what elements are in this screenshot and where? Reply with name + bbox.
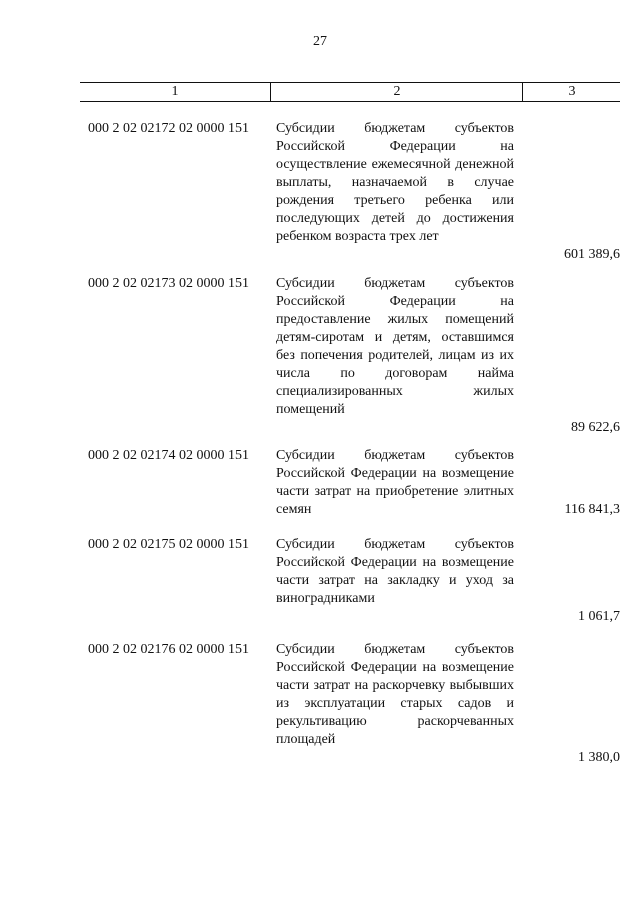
row-description: Субсидии бюджетам субъектов Российской Федерации на предоставление жилых помещений детям-сиротам и детям, оставшимся без попечения родителей, лицам из их числа по договорам найма специализированных жилых помещений [276,276,514,417]
row-amount: 1 380,0 [578,750,620,765]
row-code: 000 2 02 02176 02 0000 151 [88,642,249,657]
row-code: 000 2 02 02172 02 0000 151 [88,121,249,136]
row-amount: 116 841,3 [564,502,620,517]
budget-table [80,82,620,765]
page-number: 27 [313,34,327,49]
row-description: Субсидии бюджетам субъектов Российской Федерации на осуществление ежемесячной денежной выплаты, назначаемой в случае рождения третьего ребенка или последующих детей до достижения ребенком возраста трех лет [276,121,514,244]
row-code: 000 2 02 02175 02 0000 151 [88,537,249,552]
header-col-3: 3 [522,83,621,101]
row-description: Субсидии бюджетам субъектов Российской Федерации на возмещение части затрат на закладку и уход за виноградниками [276,537,514,606]
header-col-2: 2 [270,83,523,101]
row-code: 000 2 02 02173 02 0000 151 [88,276,249,291]
header-col-1: 1 [171,84,179,99]
row-description: Субсидии бюджетам субъектов Российской Федерации на возмещение части затрат на приобретение элитных семян [276,448,514,517]
row-amount: 1 061,7 [578,609,620,624]
row-description: Субсидии бюджетам субъектов Российской Федерации на возмещение части затрат на раскорчевку выбывших из эксплуатации старых садов и рекультивацию раскорчеванных площадей [276,642,514,747]
table-header [80,82,620,102]
row-code: 000 2 02 02174 02 0000 151 [88,448,249,463]
row-amount: 601 389,6 [564,247,620,262]
row-amount: 89 622,6 [571,420,620,435]
